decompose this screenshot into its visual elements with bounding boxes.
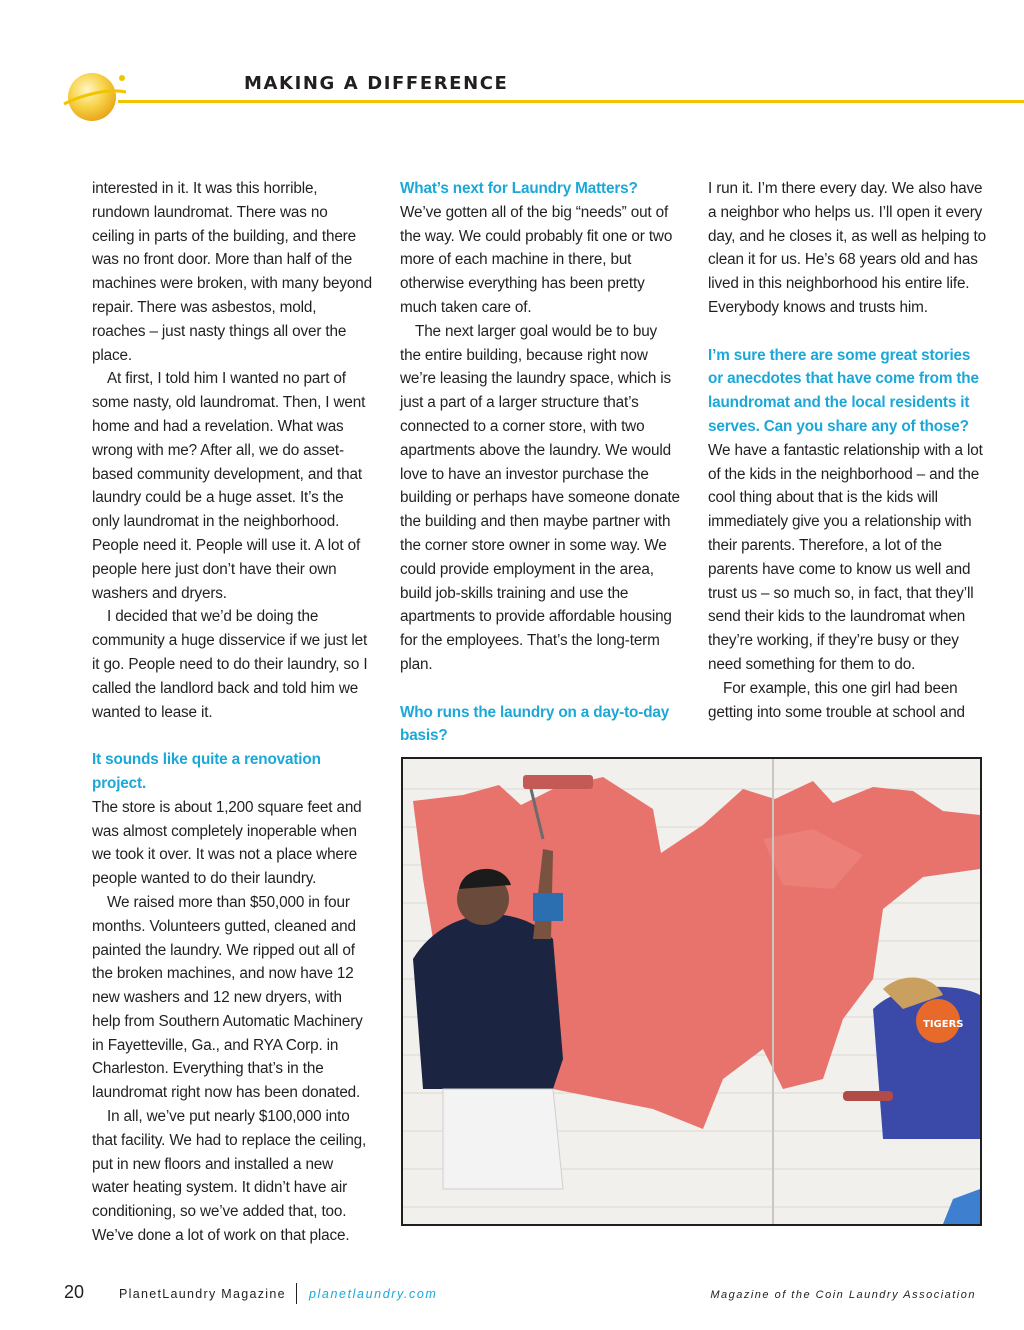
website-link[interactable]: planetlaundry.com: [309, 1287, 438, 1301]
body-paragraph: We have a fantastic relationship with a lot of the kids in the neighborhood – and the cool thing about that is the kids will immediately give you a relationship with their parents. Therefore, a lot of the parents have come to know us well and trust us – so much so, in fact, that they’ll send their kids to the laundromat when they’re working, if they’re busy or they need something for them to do.: [708, 441, 983, 673]
interview-question: What’s next for Laundry Matters?: [400, 180, 638, 197]
section-title: MAKING A DIFFERENCE: [244, 73, 509, 94]
article-column-1: [92, 177, 372, 1248]
article-column-2: [400, 177, 680, 748]
paragraph-spacer: [92, 724, 372, 748]
interview-question: Who runs the laundry on a day-to-day basis?: [400, 703, 670, 745]
paragraph-spacer: [708, 320, 988, 344]
article-column-3: [708, 177, 988, 724]
body-paragraph: I decided that we’d be doing the community a huge disservice if we just let it go. People need to do their laundry, so I called the landlord back and told him we wanted to lease it.: [92, 608, 368, 721]
page-number: 20: [64, 1282, 85, 1302]
body-paragraph: For example, this one girl had been getting into some trouble at school and: [708, 679, 965, 721]
body-paragraph: The store is about 1,200 square feet and was almost completely inoperable when we took it over. It was not a place where people wanted to do their laundry.: [92, 798, 362, 888]
body-paragraph: The next larger goal would be to buy the entire building, because right now we’re leasing the laundry space, which is just a part of a larger structure that’s connected to a corner store, with two apartments above the laundry. We would love to have an investor purchase the building or perhaps have someone donate the building and then maybe partner with the corner store owner in some way. We could provide employment in the area, build job-skills training and use the apartments to provide affordable housing for the employees. That’s the long-term plan.: [400, 322, 680, 673]
interview-question: It sounds like quite a renovation project.: [92, 751, 321, 792]
body-paragraph: I run it. I’m there every day. We also have a neighbor who helps us. I’ll open it every day, and he closes it, as well as helping to clean it for us. He’s 68 years old and has lived in this neighborhood his entire life. Everybody knows and trusts him.: [708, 180, 986, 316]
body-paragraph: We’ve gotten all of the big “needs” out of the way. We could probably fit one or two more of each machine in there, but otherwise everything has been pretty much taken care of.: [400, 203, 673, 316]
footer-divider: [296, 1283, 297, 1304]
shirt-text: TIGERS: [923, 1019, 964, 1030]
photo-illustration: [403, 759, 980, 1224]
association-tagline: Magazine of the Coin Laundry Association: [710, 1289, 976, 1301]
body-paragraph: interested in it. It was this horrible, rundown laundromat. There was no ceiling in parts of the building, and there was no front door. More than half of the machines were broken, with many beyond repair. There was asbestos, mold, roaches – just nasty things all over the place.: [92, 180, 372, 364]
painting-photo: [401, 757, 982, 1226]
body-paragraph: We raised more than $50,000 in four months. Volunteers gutted, cleaned and painted the laundry. We ripped out all of the broken machines, and now have 12 new washers and 12 new dryers, with help from Southern Automatic Machinery in Fayetteville, Ga., and RYA Corp. in Charleston. Everything that’s in the laundromat right now has been donated.: [92, 893, 363, 1102]
magazine-name: PlanetLaundry Magazine: [119, 1287, 286, 1301]
body-paragraph: At first, I told him I wanted no part of some nasty, old laundromat. Then, I went home and had a revelation. What was wrong with me? After all, we do asset-based community development, and that laundry could be a huge asset. It’s the only laundromat in the neighborhood. People need it. People will use it. A lot of people here just don’t have their own washers and dryers.: [92, 370, 366, 602]
paragraph-spacer: [400, 677, 680, 701]
interview-question: I’m sure there are some great stories or anecdotes that have come from the laundromat and the local residents it serves. Can you share any of those?: [708, 346, 979, 435]
body-paragraph: In all, we’ve put nearly $100,000 into that facility. We had to replace the ceiling, put in new floors and installed a new water heating system. It didn’t have air conditioning, so we’ve added that, too. We’ve done a lot of work on that place.: [92, 1108, 367, 1245]
header-rule: [118, 100, 1024, 103]
planet-logo-icon: [62, 70, 128, 124]
